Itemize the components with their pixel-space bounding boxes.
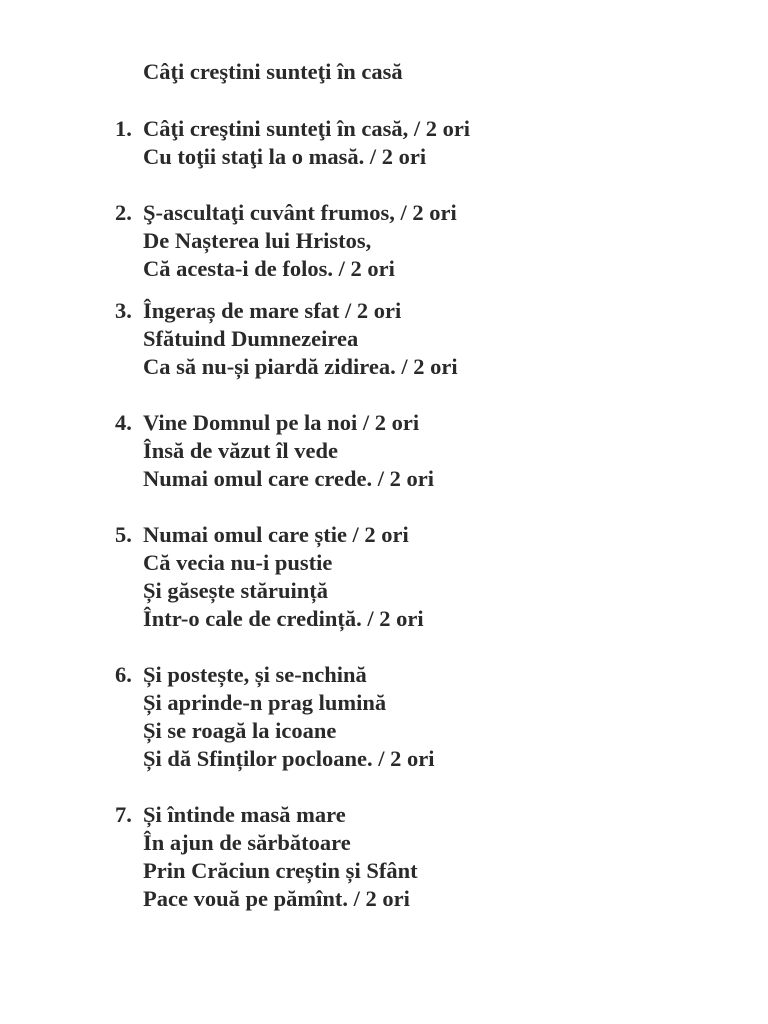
verse-line: De Nașterea lui Hristos,	[143, 228, 372, 253]
verse-line: Și aprinde-n prag lumină	[143, 690, 387, 715]
stanza-number: 1.	[115, 116, 132, 141]
stanza-lines	[143, 801, 418, 913]
stanza-number: 2.	[115, 200, 132, 225]
verse-line: Ca să nu-și piardă zidirea. / 2 ori	[143, 354, 458, 379]
stanza-lines	[143, 409, 434, 493]
verse-line: Numai omul care știe / 2 ori	[143, 522, 409, 547]
verse-line: Câţi creştini sunteţi în casă, / 2 ori	[143, 116, 471, 141]
verse-line: Și se roagă la icoane	[143, 718, 337, 743]
stanza-number: 5.	[115, 522, 132, 547]
verse-line: Și postește, și se-nchină	[143, 662, 367, 687]
verse-line: Pace vouă pe pămînt. / 2 ori	[143, 886, 410, 911]
stanza-lines	[143, 297, 458, 381]
verse-line: Sfătuind Dumnezeirea	[143, 326, 359, 351]
verse-line: Ş-ascultaţi cuvânt frumos, / 2 ori	[143, 200, 457, 225]
verse-line: Însă de văzut îl vede	[143, 438, 339, 463]
stanza-lines	[143, 521, 424, 633]
verse-line: Că acesta-i de folos. / 2 ori	[143, 256, 395, 281]
verse-line: Și dă Sfinților pocloane. / 2 ori	[143, 746, 435, 771]
verse-line: Și întinde masă mare	[143, 802, 346, 827]
stanza-lines	[143, 199, 457, 283]
verse-line: În ajun de sărbătoare	[143, 830, 351, 855]
stanza-number: 3.	[115, 298, 132, 323]
stanza-lines	[143, 115, 470, 171]
verse-line: Vine Domnul pe la noi / 2 ori	[143, 410, 420, 435]
verse-line: Numai omul care crede. / 2 ori	[143, 466, 434, 491]
verse-line: Într-o cale de credință. / 2 ori	[143, 606, 424, 631]
stanza-number: 7.	[115, 802, 132, 827]
verse-line: Că vecia nu-i pustie	[143, 550, 333, 575]
song-title: Câţi creştini sunteţi în casă	[143, 59, 403, 84]
verse-line: Cu toţii staţi la o masă. / 2 ori	[143, 144, 427, 169]
stanza-number: 4.	[115, 410, 132, 435]
stanza-lines	[143, 661, 435, 773]
stanza-number: 6.	[115, 662, 132, 687]
verse-line: Și găsește stăruință	[143, 578, 328, 603]
verse-line: Prin Crăciun creștin și Sfânt	[143, 858, 418, 883]
verse-line: Îngeraș de mare sfat / 2 ori	[143, 298, 402, 323]
